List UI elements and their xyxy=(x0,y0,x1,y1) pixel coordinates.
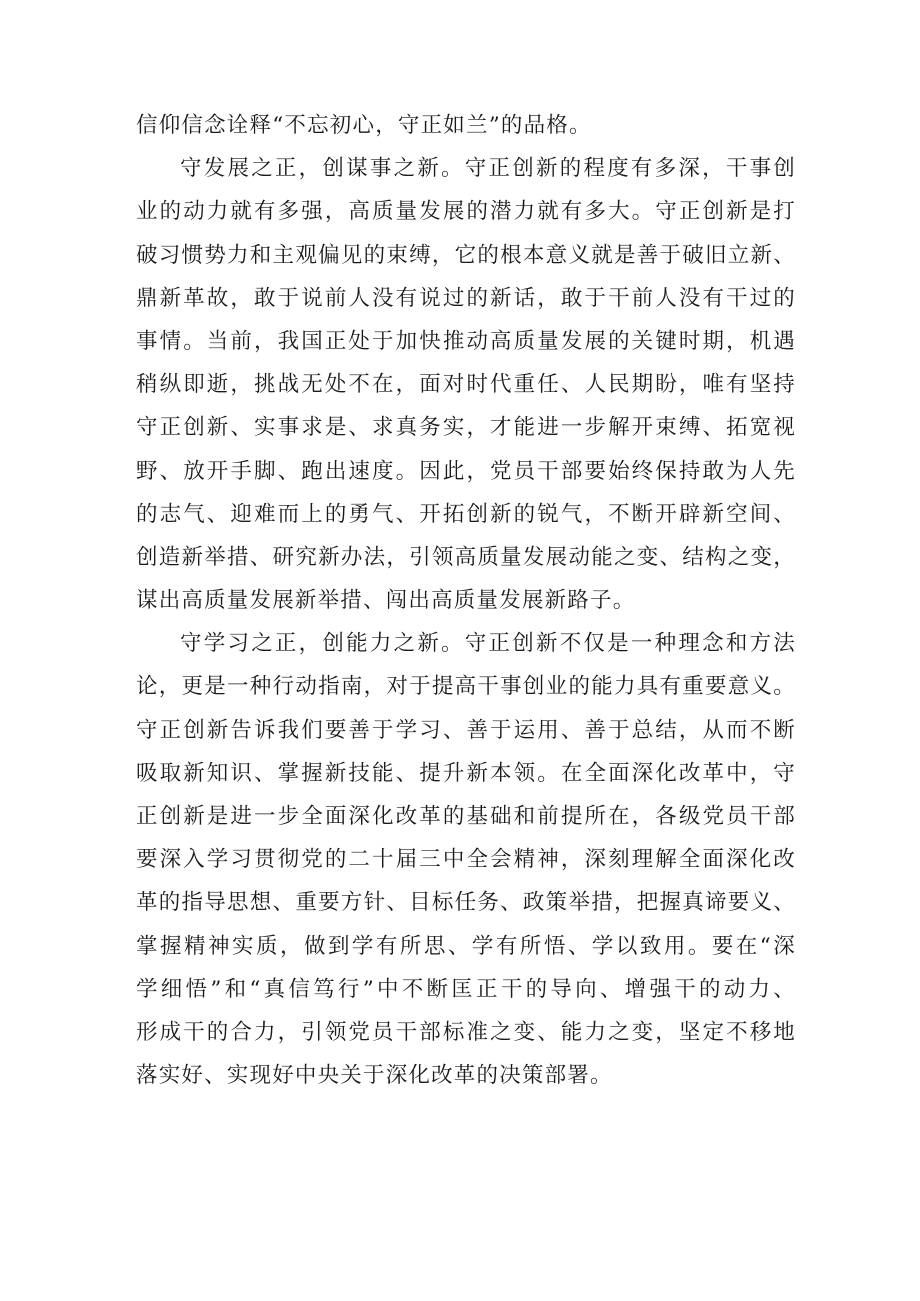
text-line: 破习惯势力和主观偏见的束缚，它的根本意义就是善于破旧立新、 xyxy=(136,242,796,268)
paragraph-learning xyxy=(136,622,796,1097)
text-line: 事情。当前，我国正处于加快推动高质量发展的关键时期，机遇 xyxy=(136,328,796,354)
text-line: 要深入学习贯彻党的二十届三中全会精神，深刻理解全面深化改 xyxy=(136,847,796,873)
paragraph-continuation xyxy=(136,104,796,147)
text-line: 正创新是进一步全面深化改革的基础和前提所在，各级党员干部 xyxy=(136,804,796,829)
text-line: 创造新举措、研究新办法，引领高质量发展动能之变、结构之变， xyxy=(136,544,796,570)
text-line: 革的指导思想、重要方针、目标任务、政策举措，把握真谛要义、 xyxy=(136,890,796,916)
text-line: 鼎新革故，敢于说前人没有说过的新话，敢于干前人没有干过的 xyxy=(136,285,796,311)
text-line: 掌握精神实质，做到学有所思、学有所悟、学以致用。要在“深 xyxy=(136,933,796,959)
text-line: 落实好、实现好中央关于深化改革的决策部署。 xyxy=(136,1063,613,1089)
text-line: 守正创新告诉我们要善于学习、善于运用、善于总结，从而不断 xyxy=(136,717,796,743)
text-line: 守学习之正，创能力之新。守正创新不仅是一种理念和方法 xyxy=(180,631,796,657)
text-line: 野、放开手脚、跑出速度。因此，党员干部要始终保持敢为人先 xyxy=(136,458,796,484)
paragraph-development xyxy=(136,147,796,622)
text-line: 形成干的合力，引领党员干部标准之变、能力之变，坚定不移地 xyxy=(136,1019,796,1045)
text-line: 守正创新、实事求是、求真务实，才能进一步解开束缚、拓宽视 xyxy=(136,415,796,441)
text-line: 论，更是一种行动指南，对于提高干事创业的能力具有重要意义。 xyxy=(136,674,796,700)
text-line: 谋出高质量发展新举措、闯出高质量发展新路子。 xyxy=(136,588,636,614)
document-body xyxy=(136,104,796,1097)
text-line: 守发展之正，创谋事之新。守正创新的程度有多深，干事创 xyxy=(180,156,796,182)
text-line: 信仰信念诠释“不忘初心，守正如兰”的品格。 xyxy=(136,113,592,138)
text-line: 业的动力就有多强，高质量发展的潜力就有多大。守正创新是打 xyxy=(136,199,796,225)
text-line: 的志气、迎难而上的勇气、开拓创新的锐气，不断开辟新空间、 xyxy=(136,501,796,527)
text-line: 学细悟”和“真信笃行”中不断匡正干的导向、增强干的动力、 xyxy=(136,976,796,1002)
text-line: 稍纵即逝，挑战无处不在，面对时代重任、人民期盼，唯有坚持 xyxy=(136,372,796,398)
text-line: 吸取新知识、掌握新技能、提升新本领。在全面深化改革中，守 xyxy=(136,760,796,786)
